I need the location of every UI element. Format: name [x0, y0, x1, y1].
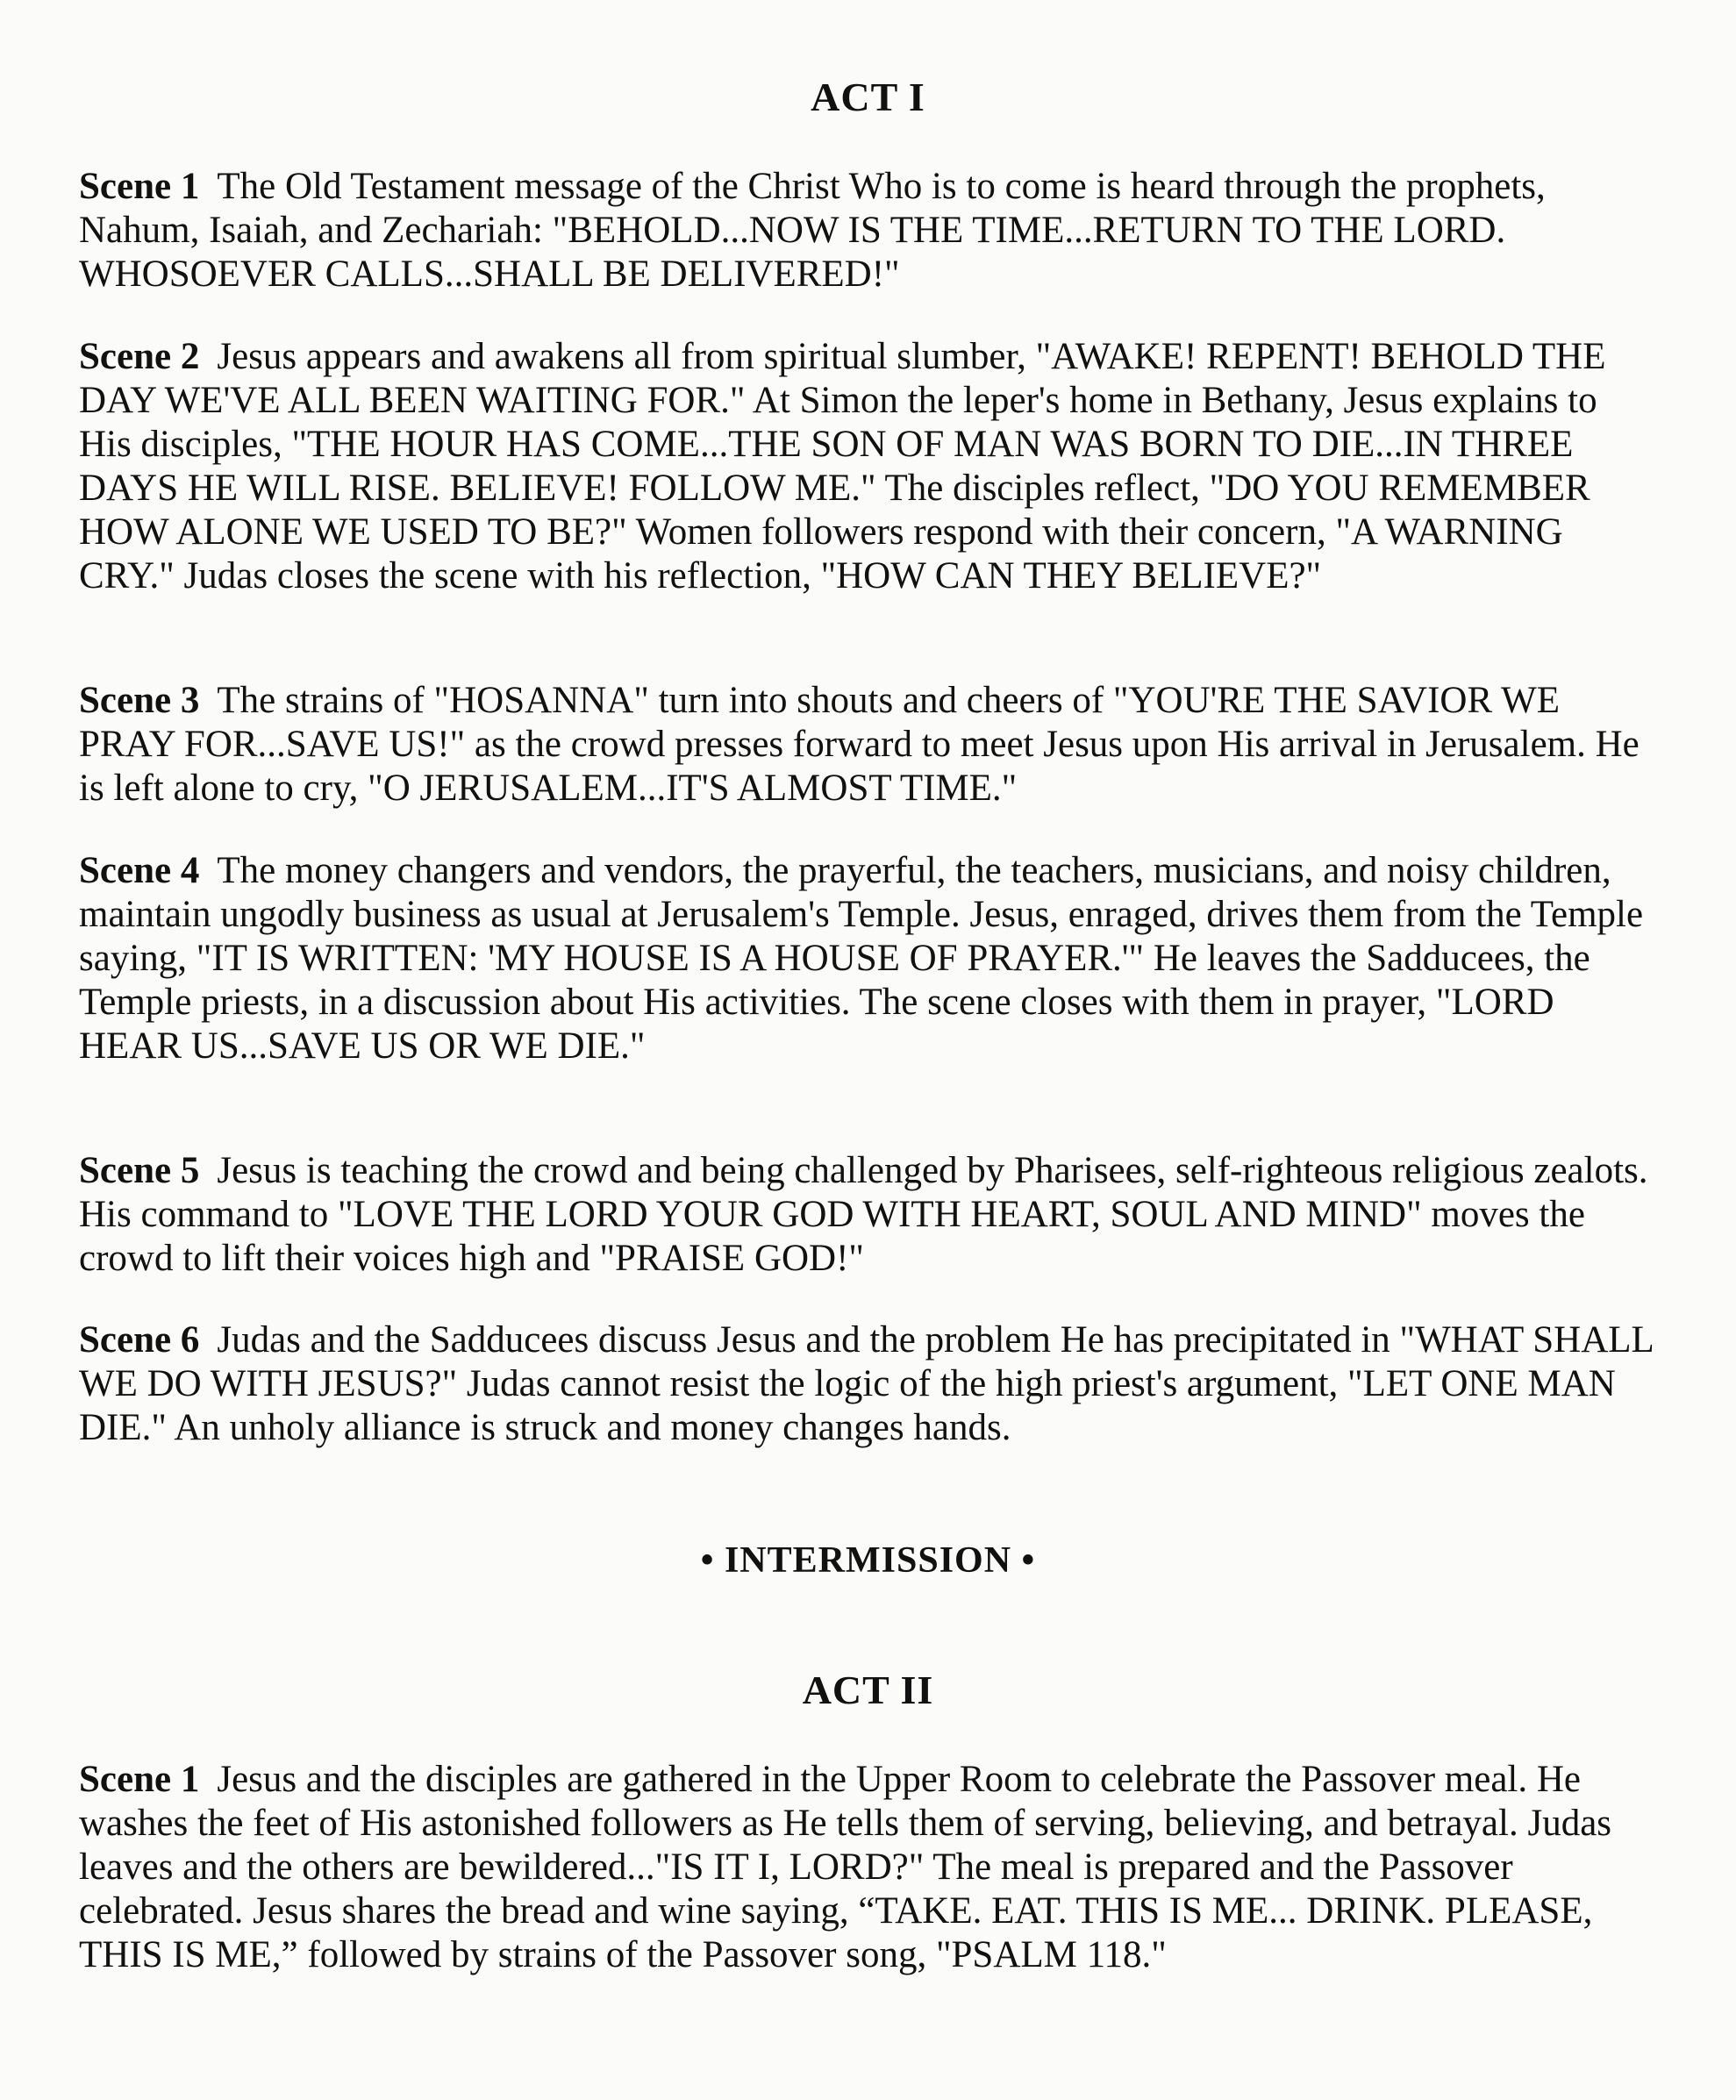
- scene-text: The Old Testament message of the Christ Who is to come is heard through the prophets, Nahum, Isaiah, and Zechariah: "BEHOLD...NOW IS THE TIME...RETURN TO THE LORD. WHOSOEVER CALLS...SHALL BE DELIVERED!": [79, 166, 1546, 295]
- act-2-title: ACT II: [802, 1668, 934, 1712]
- scene-label: Scene 4: [79, 850, 200, 891]
- act-1-scene-3: [79, 679, 1658, 811]
- scene-label: Scene 1: [79, 1759, 200, 1800]
- scene-text: The strains of "HOSANNA" turn into shouts and cheers of "YOU'RE THE SAVIOR WE PRAY FOR...SAVE US!" as the crowd presses forward to meet Jesus upon His arrival in Jerusalem. He is left alone to cry, "O JERUSALEM...IT'S ALMOST TIME.": [79, 680, 1640, 809]
- act-2-scene-1: [79, 1758, 1658, 1977]
- scene-label: Scene 6: [79, 1319, 200, 1361]
- act-1-scene-6: [79, 1318, 1658, 1450]
- act-1-title: ACT I: [811, 75, 925, 119]
- scene-label: Scene 5: [79, 1150, 200, 1191]
- scene-text: Judas and the Sadducees discuss Jesus and the problem He has precipitated in "WHAT SHALL WE DO WITH JESUS?" Judas cannot resist the logic of the high priest's argument, "LET ONE MAN DIE." An unholy alliance is struck and money changes hands.: [79, 1319, 1654, 1448]
- scene-label: Scene 1: [79, 166, 200, 207]
- scene-text: The money changers and vendors, the prayerful, the teachers, musicians, and noisy children, maintain ungodly business as usual at Jerusalem's Temple. Jesus, enraged, drives them from the Temple saying, "IT IS WRITTEN: 'MY HOUSE IS A HOUSE OF PRAYER.'" He leaves the Sadducees, the Temple priests, in a discussion about His activities. The scene closes with them in prayer, "LORD HEAR US...SAVE US OR WE DIE.": [79, 850, 1644, 1067]
- act-1-scene-5: [79, 1149, 1658, 1281]
- scene-text: Jesus is teaching the crowd and being challenged by Pharisees, self-righteous religious zealots. His command to "LOVE THE LORD YOUR GOD WITH HEART, SOUL AND MIND" moves the crowd to lift their voices high and "PRAISE GOD!": [79, 1150, 1648, 1279]
- scene-label: Scene 3: [79, 680, 200, 721]
- act-1-scene-4: [79, 849, 1658, 1068]
- intermission-label: • INTERMISSION •: [700, 1540, 1036, 1581]
- act-1-scene-1: [79, 165, 1658, 296]
- scene-label: Scene 2: [79, 336, 200, 377]
- scene-text: Jesus and the disciples are gathered in the Upper Room to celebrate the Passover meal. He washes the feet of His astonished followers as He tells them of serving, believing, and betrayal. Judas leaves and the others are bewildered..."IS IT I, LORD?" The meal is prepared and the Passover celebrated. Jesus shares the bread and wine saying, “TAKE. EAT. THIS IS ME... DRINK. PLEASE, THIS IS ME,” followed by strains of the Passover song, "PSALM 118.": [79, 1759, 1612, 1975]
- scene-text: Jesus appears and awakens all from spiritual slumber, "AWAKE! REPENT! BEHOLD THE DAY WE'VE ALL BEEN WAITING FOR." At Simon the leper's home in Bethany, Jesus explains to His disciples, "THE HOUR HAS COME...THE SON OF MAN WAS BORN TO DIE...IN THREE DAYS HE WILL RISE. BELIEVE! FOLLOW ME." The disciples reflect, "DO YOU REMEMBER HOW ALONE WE USED TO BE?" Women followers respond with their concern, "A WARNING CRY." Judas closes the scene with his reflection, "HOW CAN THEY BELIEVE?": [79, 336, 1606, 596]
- act-1-scene-2: [79, 335, 1658, 598]
